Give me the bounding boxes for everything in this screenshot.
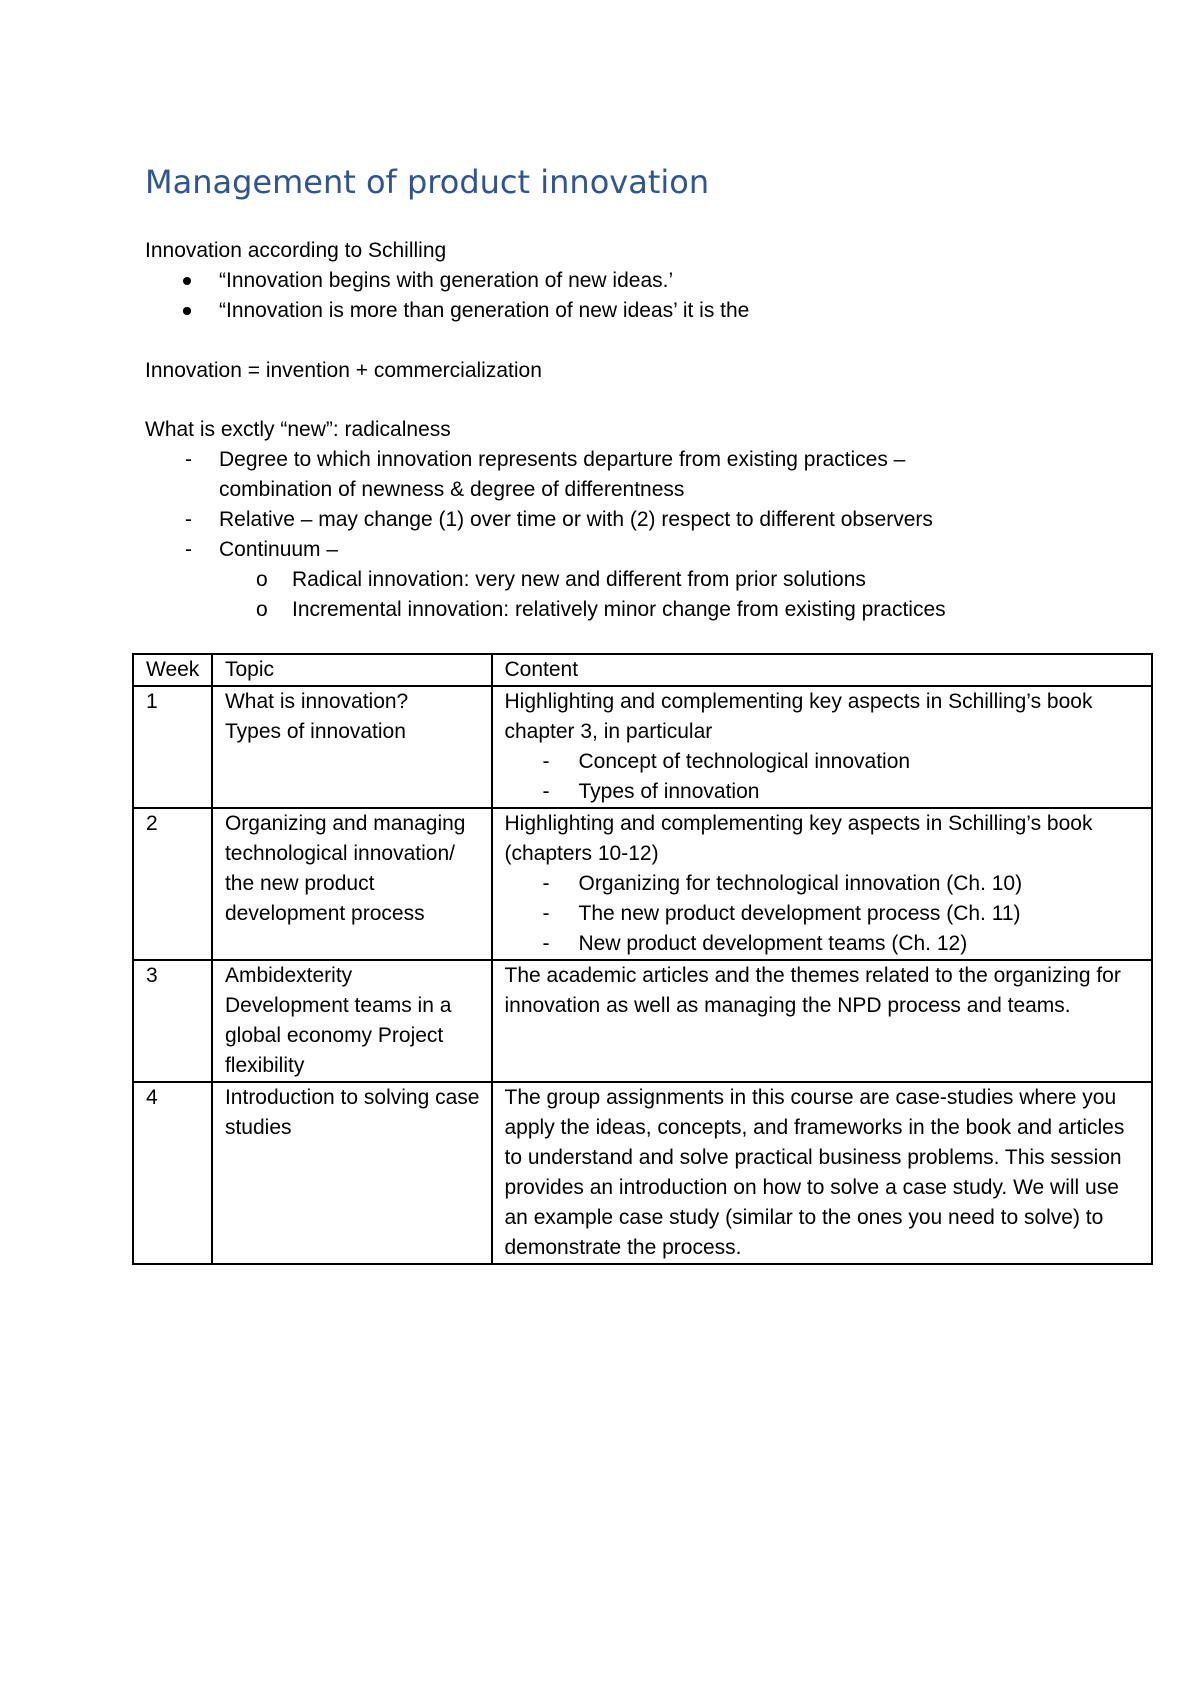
column-header-topic: Topic <box>212 654 492 686</box>
content-cell <box>492 808 1153 960</box>
list-item <box>505 777 1146 807</box>
week-cell: 4 <box>133 1082 212 1264</box>
bullet-dot-icon <box>183 307 191 315</box>
topic-cell <box>212 960 492 1082</box>
list-item-text: Types of innovation <box>578 780 760 803</box>
page-title: Management of product innovation <box>145 163 710 201</box>
dash-marker: - <box>185 538 192 561</box>
list-item <box>505 869 1146 899</box>
topic-cell <box>212 808 492 960</box>
content-list <box>505 747 1146 807</box>
topic-line: What is innovation? <box>224 690 409 713</box>
radicalness-subitem: Incremental innovation: relatively minor change from existing practices <box>292 598 946 621</box>
intro-bullet: “Innovation begins with generation of new ideas.’ <box>219 269 674 292</box>
content-list <box>505 869 1146 959</box>
bullet-dot-icon <box>183 277 191 285</box>
topic-line: Development teams in a global economy Project flexibility <box>224 994 452 1077</box>
content-text: Highlighting and complementing key aspects in Schilling’s book (chapters 10-12) <box>504 812 1093 865</box>
dash-marker: - <box>185 448 192 471</box>
topic-line: Types of innovation <box>224 720 406 743</box>
course-schedule-table <box>132 653 1153 1265</box>
circle-marker: o <box>256 598 268 621</box>
intro-heading: Innovation according to Schilling <box>145 239 447 262</box>
radicalness-item: Degree to which innovation represents departure from existing practices – <box>219 448 906 471</box>
week-cell: 2 <box>133 808 212 960</box>
topic-line: Organizing and managing technological innovation/ the new product development process <box>224 812 466 925</box>
table-row <box>133 960 1152 1082</box>
content-text: Highlighting and complementing key aspects in Schilling’s book chapter 3, in particular <box>504 690 1093 743</box>
dash-marker: - <box>185 508 192 531</box>
dash-marker: - <box>542 872 550 895</box>
radicalness-item: Relative – may change (1) over time or with (2) respect to different observers <box>219 508 933 531</box>
list-item <box>505 929 1146 959</box>
list-item-text: New product development teams (Ch. 12) <box>578 932 968 955</box>
dash-marker: - <box>542 780 550 803</box>
topic-cell: Introduction to solving case studies <box>212 1082 492 1264</box>
table-row <box>133 1082 1152 1264</box>
list-item <box>505 747 1146 777</box>
table-row <box>133 808 1152 960</box>
radicalness-item: Continuum – <box>219 538 339 561</box>
radicalness-heading: What is exctly “new”: radicalness <box>145 418 451 441</box>
content-cell: The academic articles and the themes related to the organizing for innovation as well as managing the NPD process and teams. <box>492 960 1153 1082</box>
table-header-row <box>133 654 1152 686</box>
week-cell: 3 <box>133 960 212 1082</box>
radicalness-item-continuation: combination of newness & degree of differentness <box>219 478 685 501</box>
circle-marker: o <box>256 568 268 591</box>
column-header-content: Content <box>492 654 1153 686</box>
list-item-text: Concept of technological innovation <box>578 750 911 773</box>
topic-cell <box>212 686 492 808</box>
topic-line: Ambidexterity <box>224 964 353 987</box>
innovation-formula: Innovation = invention + commercialization <box>145 359 542 382</box>
list-item <box>505 899 1146 929</box>
column-header-week: Week <box>133 654 212 686</box>
content-cell: The group assignments in this course are case-studies where you apply the ideas, concepts, and frameworks in the book and articles to understand and solve practical business problems. This session provides an introduction on how to solve a case study. We will use an example case study (similar to the ones you need to solve) to demonstrate the process. <box>492 1082 1153 1264</box>
content-cell <box>492 686 1153 808</box>
list-item-text: The new product development process (Ch. 11) <box>578 902 1021 925</box>
radicalness-subitem: Radical innovation: very new and different from prior solutions <box>292 568 866 591</box>
table-row <box>133 686 1152 808</box>
dash-marker: - <box>542 750 550 773</box>
week-cell: 1 <box>133 686 212 808</box>
intro-bullet: “Innovation is more than generation of new ideas’ it is the <box>219 299 750 322</box>
dash-marker: - <box>542 932 550 955</box>
dash-marker: - <box>542 902 550 925</box>
list-item-text: Organizing for technological innovation (Ch. 10) <box>578 872 1023 895</box>
